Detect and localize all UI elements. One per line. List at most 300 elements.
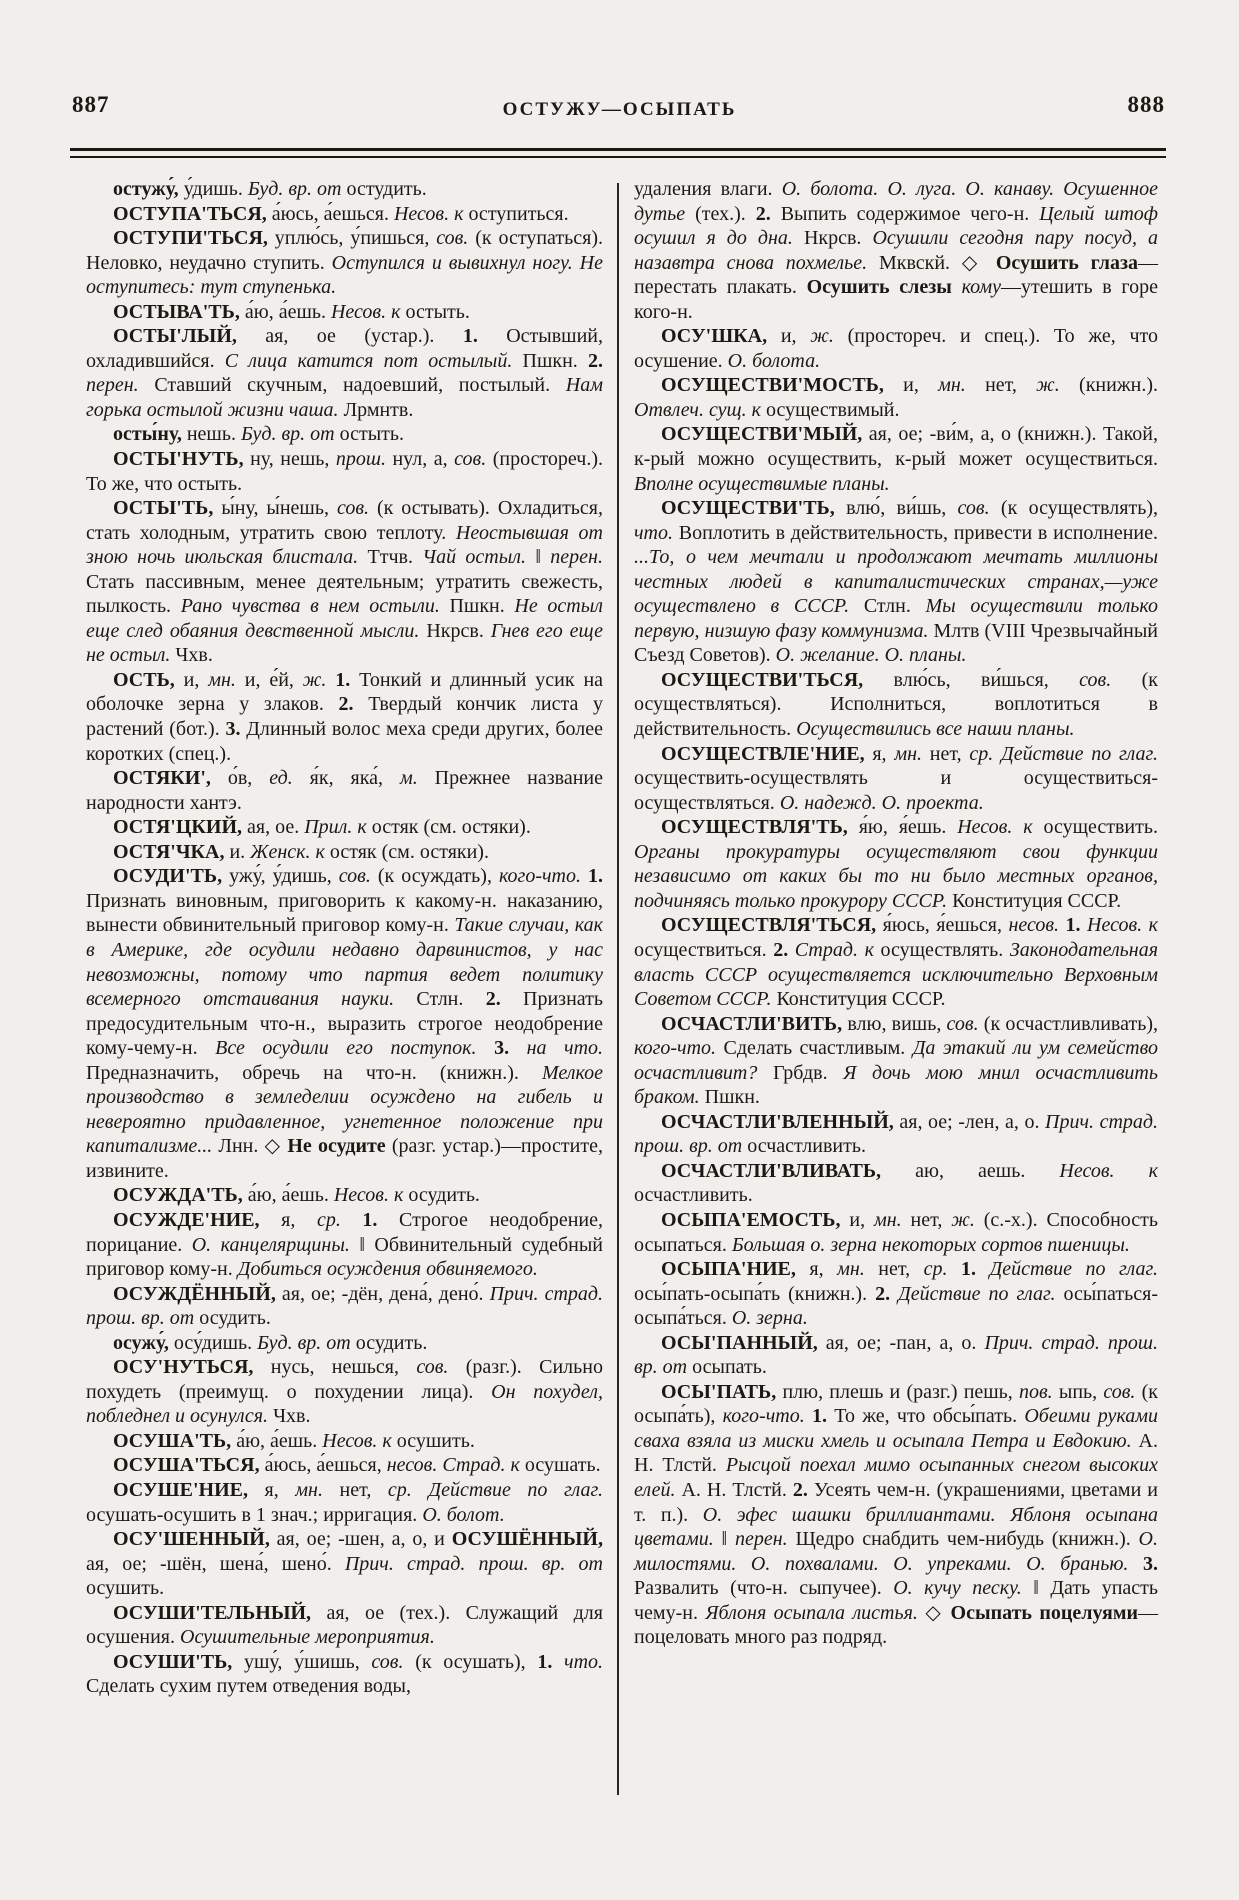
text-run: (к осчастливливать), [983, 1012, 1158, 1035]
bold-run: ОСУ'НУТЬСЯ, [113, 1356, 271, 1379]
bold-run: 1. [462, 325, 507, 348]
text-run: осы́пать-осыпа́ть (книжн.). [634, 1282, 876, 1305]
dictionary-entry [634, 815, 1158, 913]
italic-run: Осуществились все наши планы. [796, 718, 1075, 741]
text-run: (к осуществлять), [1000, 497, 1158, 520]
bold-run: ОСТЯ'ЦКИЙ, [113, 816, 247, 839]
text-run: (к осуществляться). Исполниться, воплотиться в действительность. [634, 668, 1159, 741]
text-run: Чхв. [273, 1405, 311, 1428]
text-run: нет, [910, 1208, 952, 1231]
italic-run: сов. [1079, 668, 1142, 691]
text-run: я, [872, 742, 895, 765]
text-run: нул, а, [392, 448, 455, 471]
italic-run: ж. [1036, 374, 1080, 397]
bold-run: 3. [225, 718, 247, 741]
text-run: я, [264, 1478, 296, 1501]
text-run: Развалить (что-н. сыпучее). [634, 1577, 894, 1600]
italic-run: О. эфес шашки бриллиантами. Яблоня осыпана цветами. [634, 1503, 1158, 1551]
italic-run: О. болот. [422, 1503, 505, 1526]
text-run: Пшкн. [522, 349, 589, 372]
text-run: Остывший, охладившийся. [86, 325, 603, 372]
dictionary-entry [86, 226, 603, 300]
text-run: Нкрсв. [803, 227, 873, 250]
italic-run: что. [634, 521, 679, 544]
italic-run: Буд. вр. от [247, 178, 347, 200]
italic-run: Буд. вр. от [240, 423, 340, 446]
bold-run: ОСУШЁННЫЙ, [451, 1528, 603, 1551]
italic-run: сов. [416, 1356, 466, 1379]
bold-run: 1. [960, 1258, 990, 1281]
bold-run: осты́ну, [113, 423, 187, 446]
bold-run: Не осудите [287, 1135, 392, 1158]
text-run: осудить. [408, 1184, 480, 1207]
italic-run: ср. Действие по глаг. [969, 742, 1159, 765]
bold-run: 2. [875, 1282, 899, 1305]
italic-run: С лица катится пот остылый. [224, 349, 523, 372]
dictionary-entry [86, 840, 603, 865]
text-run: влю́, ви́шь, [846, 497, 958, 520]
italic-run: Рысцой поехал мимо осыпанных снегом высоких елей. [634, 1454, 1158, 1501]
italic-run: Целый штоф осушил я до дна. [634, 202, 1159, 250]
bold-run: ОСУЩЕСТВИ'МОСТЬ, [661, 374, 904, 397]
italic-run: Чай остыл. [422, 546, 536, 569]
text-run: осушать. [524, 1454, 601, 1477]
italic-run: Я дочь мою мнил осчастливить браком. [634, 1061, 1158, 1109]
header-rule-bottom [70, 156, 1166, 158]
italic-run: Прич. страд. прош. вр. от [634, 1331, 1158, 1379]
text-run: нешь. [186, 423, 241, 446]
italic-run: Оступился и вывихнул ногу. Не оступитесь: тут ступенька. [86, 251, 603, 299]
text-run: а́юсь, а́ешься. [271, 202, 394, 225]
dictionary-entry [634, 913, 1158, 1011]
italic-run: мн. [894, 742, 930, 765]
bold-run: остужу́, [113, 178, 184, 200]
bold-run: 1. [588, 865, 603, 888]
italic-run: перен. [550, 546, 603, 569]
italic-run: м. [399, 767, 435, 790]
column-right [634, 177, 1158, 1650]
bold-run: 1. [335, 668, 360, 691]
text-run: нет, [339, 1478, 388, 1501]
text-run: ‖ Дать упасть чему-н. [634, 1577, 1159, 1624]
text-run: (простореч.). То же, что остыть. [86, 448, 604, 495]
text-run: Лрмнтв. [343, 398, 414, 421]
text-run: Усеять чем-н. (украшениями, цветами и т. п.). [634, 1478, 1158, 1526]
dictionary-entry [634, 1110, 1158, 1159]
text-run: осуществить-осуществлять и осуществиться-осуществляться. [634, 767, 1158, 814]
italic-run: на что. [526, 1037, 604, 1060]
bold-run: ОСЧАСТЛИ'ВИТЬ, [661, 1012, 848, 1035]
bold-run: ОСУЩЕСТВЛЯ'ТЬ, [661, 816, 859, 839]
text-run: нет, [985, 374, 1037, 397]
italic-run: сов. [436, 227, 476, 250]
bold-run: ОСУША'ТЬ, [113, 1429, 237, 1452]
text-run: аю, аешь. [915, 1159, 1060, 1182]
italic-run: Обеими руками сваха взяла из миски хмель и осыпала Петра и Евдокию. [634, 1405, 1158, 1452]
italic-run: Добиться осуждения обвиняемого. [237, 1258, 538, 1281]
text-run: ая, ое; -шён, шена́, шено́. [86, 1552, 345, 1575]
italic-run: кому [961, 276, 1002, 299]
text-run: Выпить содержимое чего-н. [780, 202, 1040, 225]
text-run: Длинный волос меха среди других, более коротких (спец.). [86, 718, 604, 765]
bold-run: ОСТЫ'НУТЬ, [113, 448, 251, 471]
dictionary-entry [86, 1355, 603, 1429]
text-run: ◇ [925, 1601, 951, 1624]
italic-run: перен. [86, 374, 155, 397]
text-run: а́ю, а́ешь. [247, 1184, 334, 1207]
italic-run: мн. [208, 668, 245, 691]
bold-run: ОСТЬ, [113, 668, 184, 691]
italic-run: ед. [269, 767, 310, 790]
bold-run: ОСТЫ'ТЬ, [113, 497, 222, 520]
text-run: остыть. [339, 423, 404, 446]
italic-run: Несов. к [393, 202, 469, 225]
italic-run: Неостывшая от зною ночь июльская блистала. [86, 521, 604, 569]
text-run: осу́дишь. [173, 1331, 258, 1354]
italic-run: О. болота. [727, 349, 821, 372]
text-run: ая, ое; -ви́м, а, о (книжн.). Такой, к-рый можно осуществить, к-рый может осуществиться. [634, 423, 1158, 471]
bold-run: 2. [773, 938, 795, 961]
text-run: ая, ое; -шен, а, о, и [276, 1528, 452, 1551]
bold-run: 3. [1143, 1552, 1158, 1575]
italic-run: сов. [336, 497, 377, 520]
italic-run: Страд. к [794, 938, 881, 961]
italic-run: Мелкое производство в земледелии осуждено на гибель и невероятно придавленное, угнетенное положение при капитализме... [86, 1061, 603, 1158]
text-run: ая, ое (тех.). Служащий для осушения. [86, 1601, 603, 1649]
italic-run: Мы осуществили только первую, низшую фазу коммунизма. [634, 595, 1158, 642]
text-run: Строгое неодобрение, порицание. [86, 1208, 603, 1256]
dictionary-entry [634, 1257, 1158, 1331]
italic-run: мн. [938, 374, 986, 397]
italic-run: Вполне осуществимые планы. [634, 472, 890, 495]
text-run: я́ю, я́ешь. [858, 816, 958, 839]
bold-run: ОСУШЕ'НИЕ, [113, 1478, 265, 1501]
text-run: осуществить. [1043, 816, 1158, 839]
italic-run: Прич. страд. прош. вр. от [86, 1282, 604, 1330]
italic-run: ж. [951, 1208, 984, 1231]
dictionary-entry [86, 1282, 603, 1331]
italic-run: О. зерна. [731, 1307, 808, 1330]
bold-run: ОСТУПА'ТЬСЯ, [113, 202, 272, 225]
bold-run: 2. [792, 1478, 814, 1501]
italic-run: ср. [923, 1258, 961, 1281]
italic-run: прош. [335, 448, 393, 471]
text-run: —утешить в горе кого-н. [634, 276, 1159, 323]
text-run: (разг.). Сильно похудеть (преимущ. о похудении лица). [86, 1356, 603, 1403]
italic-run: Несов. к [322, 1429, 397, 1452]
italic-run: Яблоня осыпала листья. [705, 1601, 926, 1624]
italic-run: кого-что. [634, 1037, 724, 1060]
text-run: Конституция СССР. [776, 988, 946, 1011]
text-run: и, [183, 668, 209, 691]
text-run: и. [229, 840, 251, 863]
italic-run: Несов. к [330, 300, 406, 323]
italic-run: ж. [302, 668, 336, 691]
text-run: и, е́й, [244, 668, 303, 691]
dictionary-entry [86, 1478, 603, 1527]
dictionary-entry [86, 815, 603, 840]
text-run: я, [809, 1258, 838, 1281]
bold-run: 2. [485, 988, 524, 1011]
text-run: осуществимый. [766, 398, 900, 421]
bold-run: ОСТЫ'ЛЫЙ, [113, 325, 266, 348]
bold-run: ОСЧАСТЛИ'ВЛЕННЫЙ, [661, 1110, 900, 1133]
text-run: Чхв. [175, 644, 213, 667]
bold-run: ОСУШИ'ТЕЛЬНЫЙ, [113, 1601, 327, 1624]
text-run: (к осушать), [415, 1650, 538, 1673]
text-run: Признать предосудительным что-н., выразить строгое неодобрение кому-чему-н. [86, 988, 603, 1060]
text-run: ая, ое (устар.). [265, 325, 463, 348]
text-run: о́в, [227, 767, 270, 790]
text-run: Конституция СССР. [952, 889, 1122, 912]
italic-run: Отвлеч. сущ. к [634, 398, 767, 421]
bold-run: ОСТЯКИ', [113, 767, 228, 790]
italic-run: пов. [1019, 1380, 1059, 1403]
italic-run: мн. [837, 1258, 879, 1281]
italic-run: Не остыл еще след обаяния девственной мысли. [86, 595, 603, 642]
text-run: Нкрсв. [426, 619, 491, 642]
text-run: Ставший скучным, надоевший, постылый. [154, 374, 566, 397]
italic-run: мн. [295, 1478, 340, 1501]
bold-run: ОСЫ'ПАННЫЙ, [661, 1331, 826, 1354]
text-run: осудить. [199, 1307, 271, 1330]
text-run: я́юсь, я́ешься, [882, 914, 1009, 937]
italic-run: Он похудел, побледнел и осунулся. [86, 1380, 603, 1428]
text-run: Признать виновным, приговорить к какому-н. наказанию, вынести обвинительный приговор кому-н. [86, 889, 603, 937]
italic-run: несов. [1008, 914, 1066, 937]
text-run: остяк (см. остяки). [371, 816, 531, 839]
text-run: остудить. [346, 178, 427, 200]
text-run: (тех.). [695, 202, 756, 225]
dictionary-entry [86, 496, 603, 668]
italic-run: О. желание. О. планы. [775, 644, 967, 667]
italic-run: сов. [1103, 1380, 1142, 1403]
dictionary-entry [86, 447, 603, 496]
bold-run: ОСУШИ'ТЬ, [113, 1650, 244, 1673]
text-run: я, [281, 1208, 317, 1231]
dictionary-entry [86, 422, 603, 447]
text-run: и, [780, 325, 811, 348]
text-run: а́ю, а́ешь. [236, 1429, 323, 1452]
text-run: ‖ [721, 1528, 735, 1551]
text-run: я́к, яка́, [309, 767, 400, 790]
italic-run: мн. [873, 1208, 911, 1231]
page-number-left: 887 [72, 92, 110, 117]
italic-run: кого-что. [722, 1405, 812, 1428]
text-run: осыпать. [692, 1356, 767, 1379]
text-run: Воплотить в действительность, привести в исполнение. [678, 521, 1158, 544]
text-run: у́дишь. [183, 178, 248, 200]
text-run: плю, плешь и (разг.) пешь, [782, 1380, 1019, 1403]
text-run: (книжн.). [1079, 374, 1159, 397]
text-run: Предназначить, обречь на что-н. (книжн.). [86, 1061, 543, 1084]
italic-run: Действие по глаг. [898, 1282, 1064, 1305]
text-run: ы́ну, ы́нешь, [221, 497, 337, 520]
text-run: и, [903, 374, 939, 397]
dictionary-entry [634, 373, 1158, 422]
italic-run: О. надежд. О. проекта. [779, 791, 984, 814]
text-run: остыть. [405, 300, 470, 323]
text-run: ужу́, у́дишь, [229, 865, 339, 888]
italic-run: сов. [957, 497, 1001, 520]
text-run: (с.-х.). Способность осыпаться. [634, 1208, 1159, 1256]
bold-run: ОСУДИ'ТЬ, [113, 865, 230, 888]
dictionary-entry [634, 1380, 1158, 1650]
bold-run: ОСЧАСТЛИ'ВЛИВАТЬ, [661, 1159, 916, 1182]
bold-run: ОСТУПИ'ТЬСЯ, [113, 227, 275, 250]
italic-run: перен. [734, 1528, 796, 1551]
text-run: Твердый кончик листа у растений (бот.). [86, 693, 604, 741]
text-run: уплю́сь, у́пишься, [274, 227, 437, 250]
text-run: и, [849, 1208, 874, 1231]
text-run: ‖ Обвинительный судебный приговор кому-н. [86, 1233, 604, 1281]
dictionary-entry [86, 864, 603, 1183]
dictionary-entry [86, 1429, 603, 1454]
text-run: осчастливить. [634, 1184, 753, 1207]
page-number-right: 888 [1127, 92, 1165, 117]
text-run: Прежнее название народности хантэ. [86, 767, 603, 814]
text-run: ая, ое. [247, 816, 305, 839]
bold-run: ОСЫПА'ЕМОСТЬ, [661, 1208, 850, 1231]
italic-run: Несов. к [957, 816, 1044, 839]
dictionary-entry [634, 742, 1158, 816]
italic-run: Прич. страд. прош. вр. от [634, 1110, 1159, 1158]
italic-run: Все осудили его поступок. [215, 1037, 495, 1060]
bold-run: 2. [755, 202, 781, 225]
text-run: осудить. [355, 1331, 428, 1354]
text-run: Стать пассивным, менее деятельным; утратить свежесть, пылкость. [86, 570, 603, 618]
text-run: осушать-осушить в 1 знач.; ирригация. [86, 1503, 423, 1526]
text-run: остяк (см. остяки). [329, 840, 489, 863]
text-run: оступиться. [468, 202, 569, 225]
dictionary-entry [634, 1208, 1158, 1257]
text-run: (к осуждать), [377, 865, 499, 888]
italic-run: Да этакий ли ум семейство осчастливит? [634, 1037, 1158, 1084]
bold-run: ОСЫПА'НИЕ, [661, 1258, 810, 1281]
dictionary-entry [634, 422, 1158, 496]
dictionary-entry [634, 1331, 1158, 1380]
italic-run: ...То, о чем мечтали и продолжают мечтать миллионы честных людей в капиталистических странах,—уже осуществлено в СССР. [634, 546, 1158, 618]
dictionary-entry [86, 1650, 603, 1699]
column-divider [617, 183, 619, 1795]
column-left [86, 177, 603, 1699]
italic-run: Гнев его еще не остыл. [86, 619, 604, 667]
text-run: нет, [878, 1258, 924, 1281]
bold-run: 2. [338, 693, 369, 716]
text-run: А. Н. Тлстй. [634, 1429, 1158, 1477]
text-run: Стлн. [863, 595, 926, 618]
dictionary-entry [86, 324, 603, 422]
text-run: Лнн. ◇ [218, 1135, 288, 1158]
text-run: ‖ [535, 546, 551, 569]
italic-run: Прил. к [304, 816, 372, 839]
bold-run: ОСУ'ШКА, [661, 325, 781, 348]
text-run: осчастливить. [747, 1135, 866, 1158]
dictionary-entry [86, 1601, 603, 1650]
italic-run: О. болота. О. луга. О. канаву. Осушенное дутье [634, 178, 1158, 225]
dictionary-entry [634, 496, 1158, 668]
running-title: ОСТУЖУ—ОСЫПАТЬ [502, 99, 737, 120]
dictionary-entry [86, 766, 603, 815]
text-run: осуществлять. [880, 938, 1010, 961]
text-run: Мквскй. ◇ [878, 251, 996, 274]
bold-run: ОСУЩЕСТВЛЕ'НИЕ, [661, 742, 873, 765]
text-run: (к остывать). Охладиться, стать холодным, утратить свою теплоту. [86, 497, 604, 544]
bold-run: 2. [588, 349, 604, 372]
text-run: нусь, нешься, [270, 1356, 417, 1379]
bold-run: осужу́, [113, 1331, 174, 1354]
bold-run: 1. [1065, 914, 1088, 937]
bold-run: Осушить глаза [995, 251, 1138, 274]
bold-run: ОСУЖДЁННЫЙ, [113, 1282, 282, 1305]
text-run: Стлн. [416, 988, 486, 1011]
dictionary-entry [86, 1208, 603, 1282]
italic-run: Действие по глаг. [989, 1258, 1158, 1281]
header-rule-top [70, 148, 1166, 151]
italic-run: Рано чувства в нем остыли. [180, 595, 450, 618]
bold-run: 1. [362, 1208, 399, 1231]
text-run: нет, [929, 742, 970, 765]
text-run: (к оступаться). Неловко, неудачно ступить. [86, 227, 603, 274]
bold-run: ОСУЖДА'ТЬ, [113, 1184, 248, 1207]
text-run: —поцеловать много раз подряд. [634, 1601, 1158, 1649]
text-run: Ттчв. [367, 546, 423, 569]
italic-run: несов. Страд. к [386, 1454, 525, 1477]
text-run: осушить. [396, 1429, 475, 1452]
bold-run: ОСУЩЕСТВИ'МЫЙ, [661, 423, 869, 446]
text-run: Млтв (VIII Чрезвычайный Съезд Советов). [634, 619, 1158, 667]
dictionary-entry [634, 324, 1158, 373]
text-run: Сделать сухим путем отведения воды, [86, 1675, 411, 1698]
text-run: (к осыпа́ть), [634, 1380, 1159, 1428]
text-run: а́ю, а́ешь. [244, 300, 331, 323]
italic-run: Такие случаи, как в Америке, где осудили недавно дарвинистов, у нас невозможны, потому что партия ведет политику всемерного отстаивания науки. [86, 914, 603, 1011]
italic-run: О. милостями. О. похвалами. О. упреками. О. бранью. [634, 1528, 1158, 1575]
italic-run: Женск. к [250, 840, 330, 863]
italic-run: сов. [946, 1012, 984, 1035]
bold-run: ОСУЖДЕ'НИЕ, [113, 1208, 282, 1231]
italic-run: О. кучу песку. [893, 1577, 1034, 1600]
bold-run: ОСУЩЕСТВИ'ТЬСЯ, [661, 668, 894, 691]
text-run: (простореч. и спец.). То же, что осушение. [634, 325, 1159, 372]
italic-run: ж. [810, 325, 848, 348]
text-run: ушу́, у́шишь, [244, 1650, 372, 1673]
text-run: Щедро снабдить чем-нибудь (книжн.). [795, 1528, 1139, 1551]
text-run: Сделать счастливым. [723, 1037, 913, 1060]
dictionary-entry [86, 177, 603, 202]
text-run: осы́паться-осыпа́ться. [634, 1282, 1158, 1330]
dictionary-entry [634, 1159, 1158, 1208]
text-run: ая, ое; -лен, а, о. [899, 1110, 1046, 1133]
italic-run: Большая о. зерна некоторых сортов пшеницы. [731, 1233, 1130, 1256]
dictionary-entry [86, 1453, 603, 1478]
bold-run: 1. [537, 1650, 565, 1673]
text-run: Тонкий и длинный усик на оболочке зерна у злаков. [86, 668, 604, 716]
italic-run: ср. [316, 1208, 363, 1231]
text-run: влю́сь, ви́шься, [893, 668, 1080, 691]
dictionary-entry [634, 1012, 1158, 1110]
italic-run: Несов. к [1087, 914, 1158, 937]
italic-run: Нам горька остылой жизни чаша. [86, 374, 603, 421]
text-run: ая, ое; -дён, дена́, дено́. [281, 1282, 490, 1305]
italic-run: сов. [371, 1650, 416, 1673]
bold-run: ОСУЩЕСТВИ'ТЬ, [661, 497, 847, 520]
italic-run: сов. [338, 865, 378, 888]
italic-run: Несов. к [1059, 1159, 1158, 1182]
italic-run: что. [564, 1650, 604, 1673]
text-run: То же, что обсы́пать. [834, 1405, 1025, 1428]
text-run: (разг. устар.)—простите, извините. [86, 1135, 603, 1182]
